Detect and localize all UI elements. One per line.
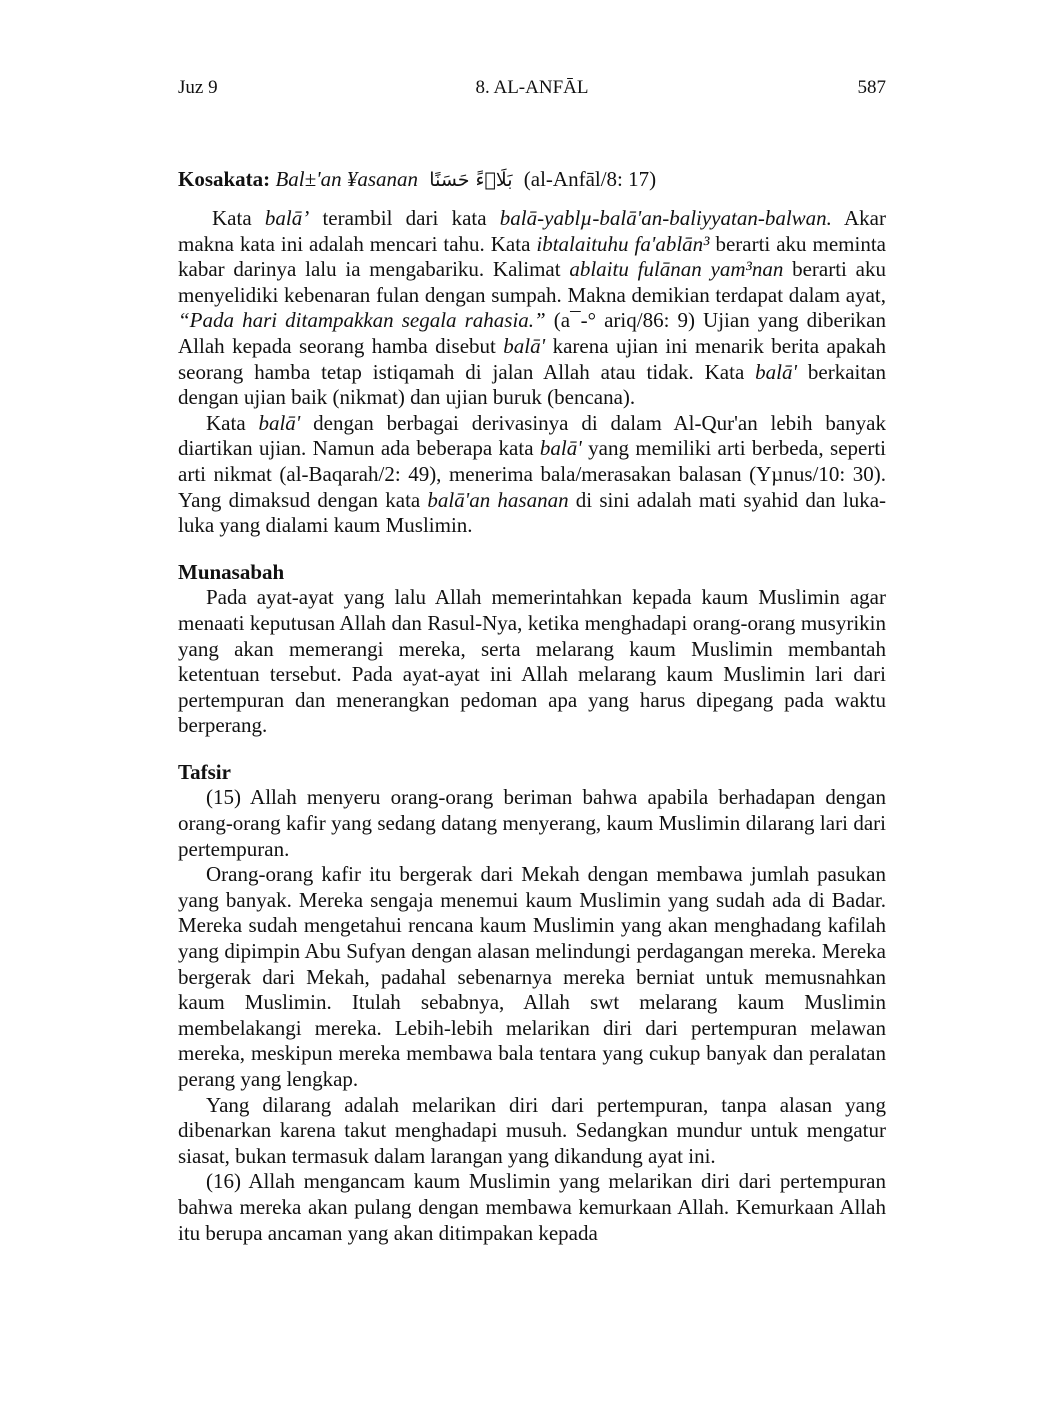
page-content [178,166,886,1246]
tafsir-heading: Tafsir [178,759,231,784]
surah-title: 8. AL-ANFĀL [475,77,589,98]
tafsir-paragraph-4: (16) Allah mengancam kaum Muslimin yang melarikan diri dari pertempuran bahwa mereka akan pulang dengan membawa kemurkaan Allah. Kemurkaan Allah itu berupa ancaman yang akan ditimpakan kepada [178,1169,886,1245]
munasabah-heading: Munasabah [178,559,285,584]
kosakata-heading [178,166,886,193]
tafsir-paragraph-3: Yang dilarang adalah melarikan diri dari pertempuran, tanpa alasan yang dibenarkan karena takut menghadapi musuh. Sedangkan mundur untuk mengatur siasat, bukan termasuk dalam larangan yang dikandung ayat ini. [178,1092,886,1168]
juz-label: Juz 9 [178,77,218,98]
running-header [178,76,886,100]
kosakata-reference: (al-Anfāl/8: 17) [523,167,657,191]
munasabah-paragraph: Pada ayat-ayat yang lalu Allah memerintahkan kepada kaum Muslimin agar menaati keputusan Allah dan Rasul-Nya, ketika menghadapi orang-orang musyrikin yang akan memerangi mereka, serta melarang kaum Muslimin membantah ketentuan tersebut. Pada ayat-ayat ini Allah melarang kaum Muslimin lari dari pertempuran dan menerangkan pedoman apa yang harus dipegang pada waktu berperang. [178,585,886,738]
kosakata-paragraph-2: Kata balā' dengan berbagai derivasinya di dalam Al-Qur'an lebih banyak diartikan ujian. Namun ada beberapa kata balā' yang memiliki arti berbeda, seperti arti nikmat (al-Baqarah/2: 49), menerima bala/merasakan balasan (Yµnus/10: 30). Yang dimaksud dengan kata balā'an hasanan di sini adalah mati syahid dan luka-luka yang dialami kaum Muslimin. [178,410,887,538]
kosakata-term: Bal±'an ¥asanan [275,167,419,191]
page-number: 587 [857,77,886,98]
kosakata-arabic: بَلَاۤءً حَسَنًا [429,169,513,191]
kosakata-label: Kosakata: [178,167,271,191]
tafsir-paragraph-2: Orang-orang kafir itu bergerak dari Mekah dengan membawa jumlah pasukan yang banyak. Mereka sengaja menemui kaum Muslimin yang sudah ada di Badar. Mereka sudah mengetahui rencana kaum Muslimin yang akan menghadang kafilah yang dipimpin Abu Sufyan dengan alasan melindungi perdagangan mereka. Mereka bergerak dari Mekah, padahal sebenarnya mereka berniat untuk memusnahkan kaum Muslimin. Itulah sebabnya, Allah swt melarang kaum Muslimin membelakangi mereka. Lebih-lebih melarikan diri dari pertempuran melawan mereka, meskipun mereka membawa bala tentara yang cukup banyak dan peralatan perang yang lengkap. [178,862,886,1091]
kosakata-paragraph-1: Kata balā’ terambil dari kata balā-yablµ-balā'an-baliyyatan-balwan. Akar makna kata ini adalah mencari tahu. Kata ibtalaituhu fa'ablān³ berarti aku meminta kabar darinya lalu ia mengabariku. Kalimat ablaitu fulānan yam³nan berarti aku menyelidiki kebenaran fulan dengan sumpah. Makna demikian terdapat dalam ayat, “Pada hari ditampakkan segala rahasia.” (a¯-° ariq/86: 9) Ujian yang diberikan Allah kepada seorang hamba disebut balā' karena ujian ini menarik berita apakah seorang hamba tetap istiqamah di jalan Allah atau tidak. Kata balā' berkaitan dengan ujian baik (nikmat) dan ujian buruk (bencana). [178,206,886,410]
tafsir-paragraph-1: (15) Allah menyeru orang-orang beriman bahwa apabila berhadapan dengan orang-orang kafir yang sedang datang menyerang, kaum Muslimin dilarang lari dari pertempuran. [178,785,886,861]
